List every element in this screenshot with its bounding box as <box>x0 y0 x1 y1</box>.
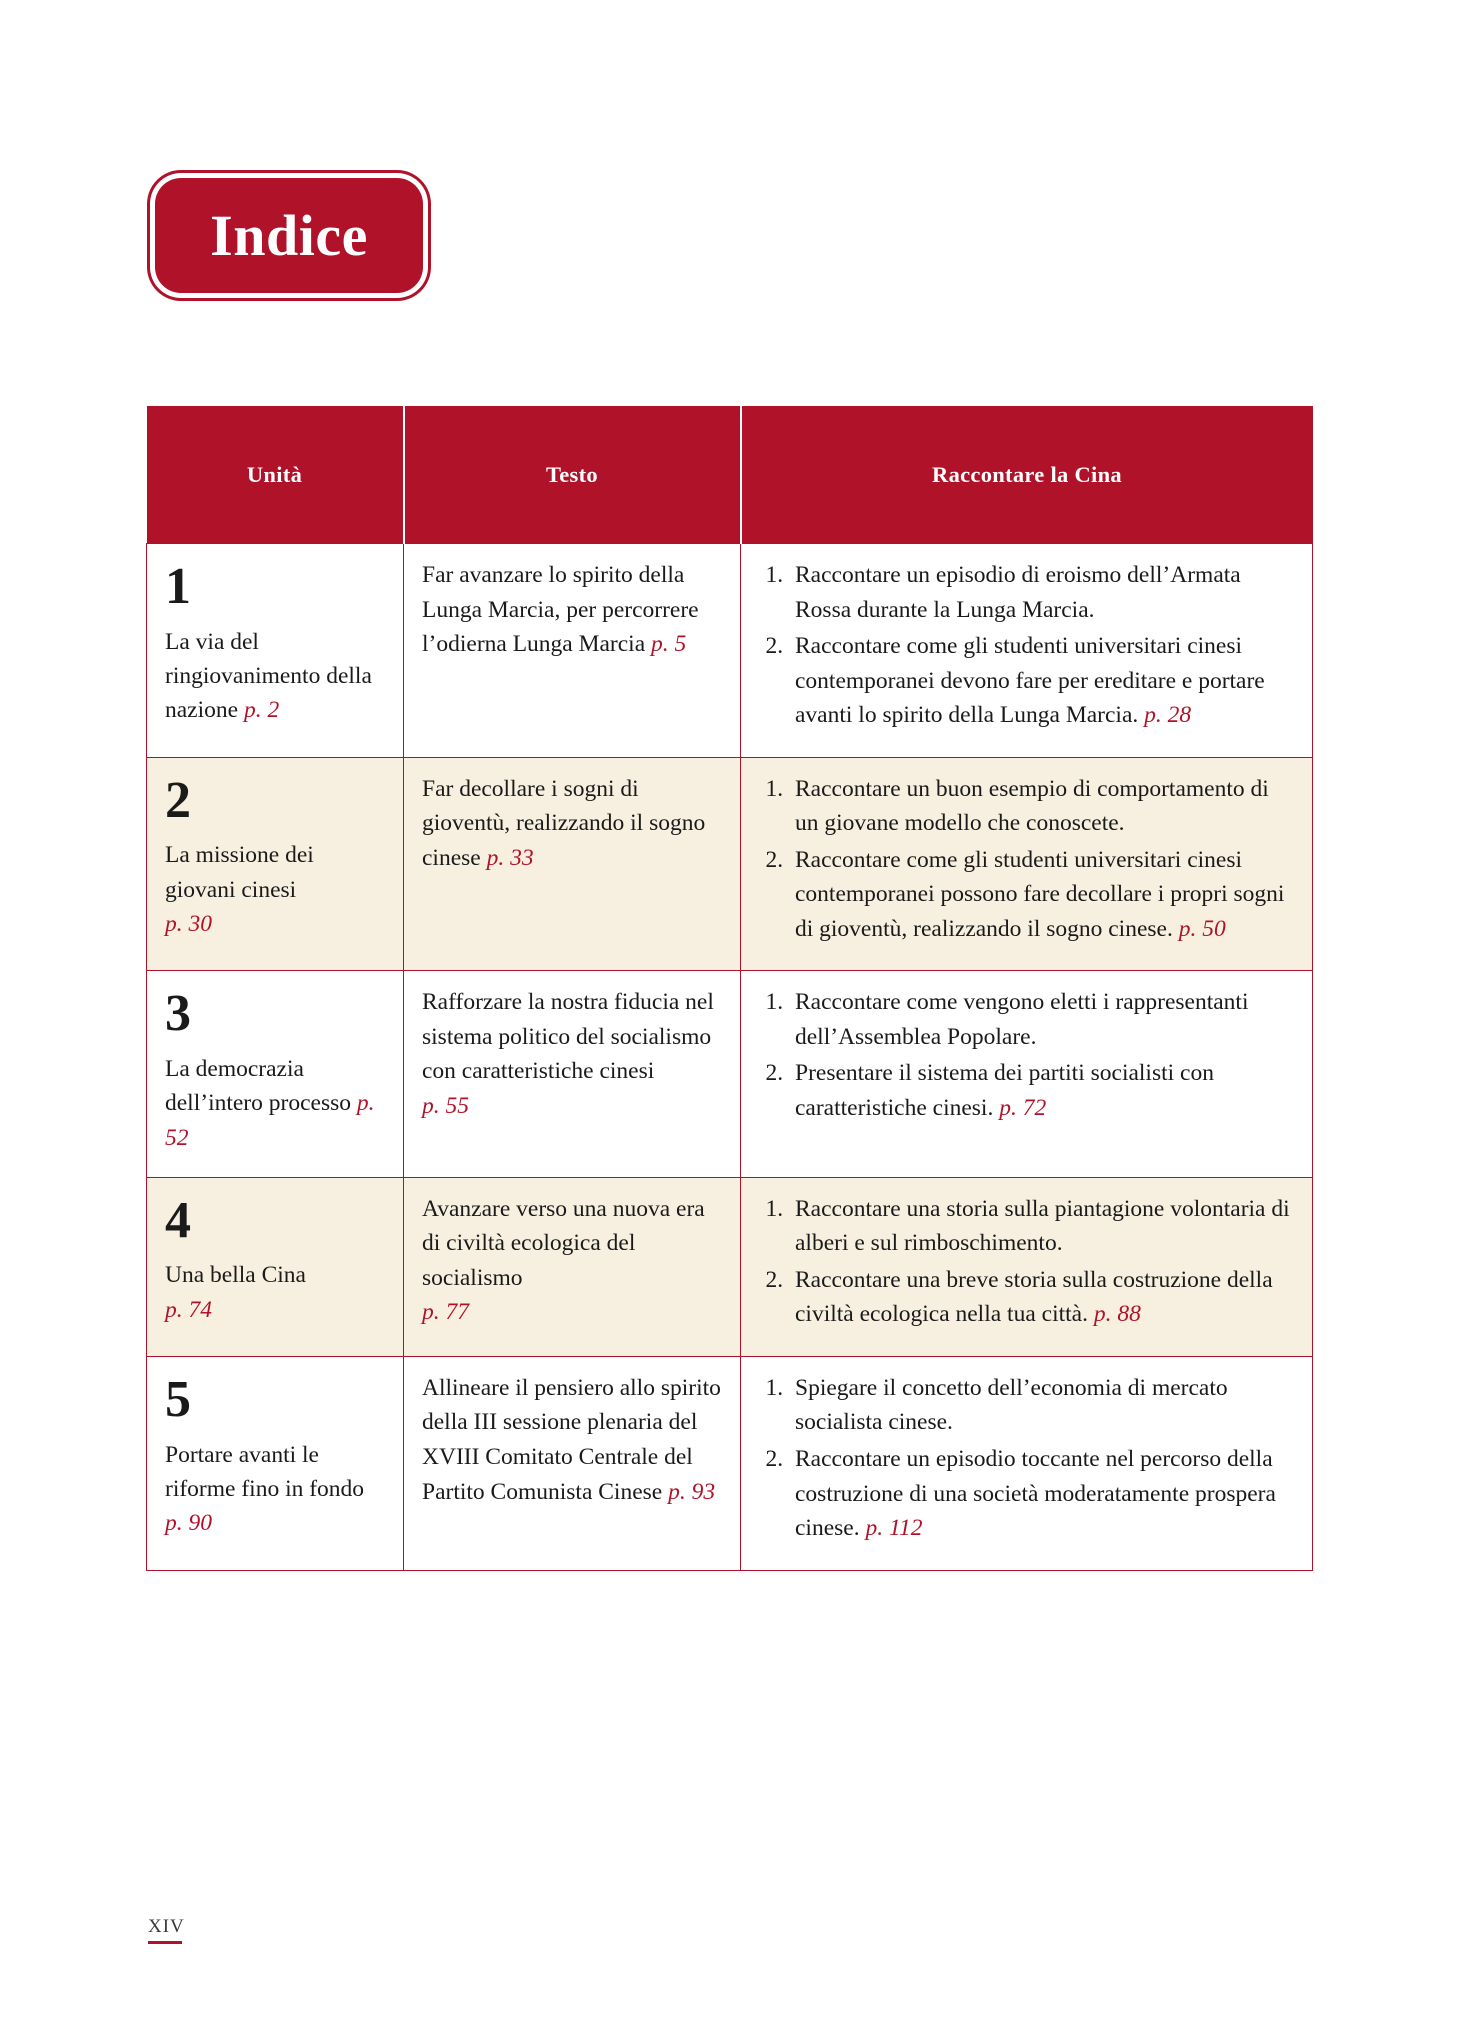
task-list <box>759 558 1294 733</box>
unit-title-text: Una bella Cina <box>165 1262 306 1289</box>
list-item <box>789 843 1294 947</box>
table-row <box>147 1177 1313 1356</box>
task-text: Raccontare come vengono eletti i rappresentanti dell’Assemblea Popolare. <box>795 989 1249 1050</box>
table-of-contents <box>146 406 1313 1571</box>
unit-title-text: La via del ringiovanimento della nazione <box>165 628 372 724</box>
page-title-badge <box>155 178 423 293</box>
column-header-text: Testo <box>404 406 741 544</box>
unit-page: p. 30 <box>165 910 212 937</box>
task-text: Raccontare un buon esempio di comportamento di un giovane modello che conoscete. <box>795 775 1269 837</box>
task-text: Raccontare come gli studenti universitari cinesi contemporanei devono fare per ereditare e portare avanti lo spirito della Lunga Marcia. <box>795 633 1265 729</box>
text-title: Avanzare verso una nuova era di civiltà ecologica del socialismo <box>422 1195 705 1291</box>
text-cell <box>404 1177 741 1356</box>
unit-cell <box>147 971 404 1177</box>
task-list <box>759 1371 1294 1546</box>
list-item <box>789 558 1294 627</box>
list-item <box>789 1192 1294 1261</box>
unit-title <box>165 838 385 941</box>
task-page: p. 72 <box>999 1094 1047 1121</box>
unit-cell <box>147 1177 404 1356</box>
table-row <box>147 544 1313 758</box>
list-item <box>789 629 1294 733</box>
unit-title <box>165 625 385 728</box>
unit-page: p. 52 <box>165 1090 375 1151</box>
table-header-row <box>147 406 1313 544</box>
unit-title <box>165 1438 385 1541</box>
page-folio <box>148 1916 185 1944</box>
tasks-cell <box>741 757 1313 971</box>
task-page: p. 88 <box>1093 1301 1141 1328</box>
unit-page: p. 2 <box>243 697 280 724</box>
column-header-tasks: Raccontare la Cina <box>741 406 1313 544</box>
unit-title-text: La democrazia dell’intero processo <box>165 1055 351 1117</box>
text-title: Far avanzare lo spirito della Lunga Marcia, per percorrere l’odierna Lunga Marcia <box>422 562 699 658</box>
unit-number: 3 <box>165 985 191 1043</box>
task-page: p. 28 <box>1144 702 1192 729</box>
list-item <box>789 1056 1294 1125</box>
table-row <box>147 1356 1313 1570</box>
unit-page: p. 90 <box>165 1510 212 1537</box>
list-item <box>789 1371 1294 1440</box>
task-text: Raccontare una breve storia sulla costruzione della civiltà ecologica nella tua città. <box>795 1266 1273 1328</box>
unit-cell <box>147 544 404 758</box>
task-list <box>759 1192 1294 1332</box>
text-title: Rafforzare la nostra fiducia nel sistema politico del socialismo con caratteristiche cinesi <box>422 989 714 1085</box>
unit-title <box>165 1258 385 1327</box>
list-item <box>789 985 1294 1054</box>
list-item <box>789 1263 1294 1332</box>
tasks-cell <box>741 1177 1313 1356</box>
unit-number: 4 <box>165 1191 191 1249</box>
text-page: p. 55 <box>422 1092 469 1119</box>
task-text: Raccontare un episodio toccante nel percorso della costruzione di una società moderatamente prospera cinese. <box>795 1445 1276 1542</box>
folio-number: XIV <box>148 1916 185 1937</box>
text-title: Allineare il pensiero allo spirito della III sessione plenaria del XVIII Comitato Centrale del Partito Comunista Cinese <box>422 1374 721 1505</box>
list-item <box>789 772 1294 841</box>
list-item <box>789 1442 1294 1546</box>
task-page: p. 112 <box>865 1515 923 1542</box>
unit-title-text: Portare avanti le riforme fino in fondo <box>165 1441 365 1502</box>
task-list <box>759 985 1294 1125</box>
tasks-cell <box>741 1356 1313 1570</box>
text-page: p. 5 <box>651 631 687 658</box>
unit-title-text: La missione dei giovani cinesi <box>165 842 314 903</box>
text-cell <box>404 971 741 1177</box>
unit-number: 2 <box>165 771 191 829</box>
folio-rule <box>148 1941 182 1944</box>
column-header-unit: Unità <box>147 406 404 544</box>
task-text: Raccontare un episodio di eroismo dell’Armata Rossa durante la Lunga Marcia. <box>795 562 1241 623</box>
unit-cell <box>147 757 404 971</box>
table-row <box>147 757 1313 971</box>
unit-title <box>165 1052 385 1155</box>
text-page: p. 33 <box>486 844 534 871</box>
task-page: p. 50 <box>1178 915 1226 942</box>
unit-number: 1 <box>165 558 191 615</box>
task-text: Raccontare una storia sulla piantagione volontaria di alberi e sul rimboschimento. <box>795 1195 1290 1257</box>
task-text: Presentare il sistema dei partiti socialisti con caratteristiche cinesi. <box>795 1060 1214 1121</box>
text-cell <box>404 544 741 758</box>
text-title: Far decollare i sogni di gioventù, realizzando il sogno cinese <box>422 775 706 871</box>
text-page: p. 93 <box>668 1478 716 1505</box>
text-cell <box>404 1356 741 1570</box>
text-cell <box>404 757 741 971</box>
page-title: Indice <box>210 203 368 268</box>
text-page: p. 77 <box>422 1299 469 1326</box>
tasks-cell <box>741 971 1313 1177</box>
table-row <box>147 971 1313 1177</box>
unit-number: 5 <box>165 1370 191 1428</box>
unit-cell <box>147 1356 404 1570</box>
tasks-cell <box>741 544 1313 758</box>
task-list <box>759 772 1294 947</box>
task-text: Spiegare il concetto dell’economia di mercato socialista cinese. <box>795 1374 1228 1436</box>
task-text: Raccontare come gli studenti universitari cinesi contemporanei possono fare decollare i propri sogni di gioventù, realizzando il sogno cinese. <box>795 846 1285 942</box>
unit-page: p. 74 <box>165 1296 212 1323</box>
